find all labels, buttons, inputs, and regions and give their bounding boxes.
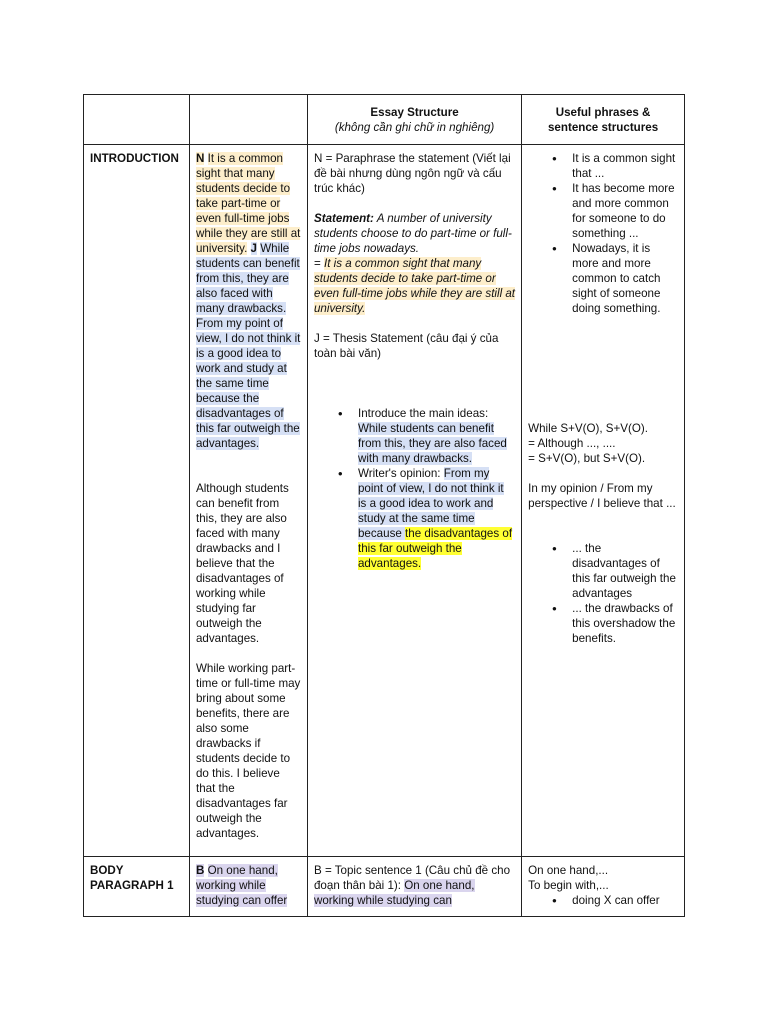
topic-sentence-example: On one hand, working while studying can bbox=[313, 879, 475, 907]
introduction-row bbox=[84, 145, 685, 857]
intro-j-definition: J = Thesis Statement (câu đại ý của toàn bài văn) bbox=[313, 332, 499, 360]
list-item bbox=[358, 466, 515, 571]
list-item: • ... the disadvantages of this far outweigh the advantages bbox=[572, 541, 678, 601]
intro-paraphrase bbox=[314, 256, 515, 316]
body-paragraph-1-label: BODY PARAGRAPH 1 bbox=[84, 857, 190, 917]
outweigh-phrases-list bbox=[528, 541, 678, 646]
introduction-phrases-cell bbox=[522, 145, 685, 857]
header-cell-empty-2 bbox=[189, 95, 307, 145]
writers-opinion-text: From my point of view, I do not think it is a good idea to work and study at the same time because bbox=[357, 467, 504, 540]
main-ideas-text: While students can benefit from this, they are also faced with many drawbacks. bbox=[357, 422, 507, 465]
essay-structure-title: Essay Structure bbox=[370, 105, 459, 119]
list-item: • ... the drawbacks of this overshadow the benefits. bbox=[572, 601, 678, 646]
body-1-structure-cell bbox=[307, 857, 521, 917]
header-cell-empty-1 bbox=[84, 95, 190, 145]
body-1-phrases-cell bbox=[522, 857, 685, 917]
body-1-phrase-line-1: On one hand,... bbox=[528, 864, 609, 877]
introduction-label: INTRODUCTION bbox=[84, 145, 190, 857]
marker-n: N bbox=[195, 152, 205, 165]
list-item: • It is a common sight that ... bbox=[572, 151, 678, 181]
useful-phrases-title-line1: Useful phrases & bbox=[555, 105, 651, 119]
paraphrase-equals: = bbox=[313, 257, 324, 270]
paraphrase-text: It is a common sight that many students decide to take part-time or even full-time jobs while they are still at university. bbox=[313, 257, 516, 315]
list-item: • Nowadays, it is more and more common to catch sight of someone doing something. bbox=[572, 241, 678, 316]
introduction-example-cell bbox=[189, 145, 307, 857]
table-header-row bbox=[84, 95, 685, 145]
introduction-structure-cell bbox=[307, 145, 521, 857]
while-structure-line-1: While S+V(O), S+V(O). bbox=[528, 422, 648, 435]
intro-j-sentence: While students can benefit from this, they are also faced with many drawbacks. From my point of view, I do not think it is a good idea to work and study at the same time because the disadvantages of this far outweigh the advantages. bbox=[195, 242, 301, 450]
marker-j: J bbox=[250, 242, 257, 255]
writers-opinion-label: Writer's opinion: bbox=[357, 467, 444, 480]
body-1-example-cell bbox=[189, 857, 307, 917]
intro-n-definition: N = Paraphrase the statement (Viết lại đề bài nhưng dùng ngôn ngữ và cấu trúc khác) bbox=[313, 152, 511, 195]
essay-structure-subtitle: (không cần ghi chữ in nghiêng) bbox=[334, 120, 495, 134]
list-item: • doing X can offer bbox=[572, 893, 678, 908]
topic-sentence-definition: B = Topic sentence 1 (Câu chủ đề cho đoạn thân bài 1): bbox=[313, 864, 511, 892]
statement-text: A number of university students choose to do part-time or full-time jobs nowadays. bbox=[313, 212, 512, 255]
body-paragraph-1-row bbox=[84, 857, 685, 917]
while-structure-line-3: = S+V(O), but S+V(O). bbox=[528, 452, 646, 465]
essay-structure-table bbox=[83, 94, 685, 917]
intro-n-sentence: It is a common sight that many students decide to take part-time or even full-time jobs while they are still at university. bbox=[195, 152, 301, 255]
header-cell-useful-phrases bbox=[522, 95, 685, 145]
intro-phrases-list bbox=[528, 151, 678, 316]
list-item bbox=[358, 406, 515, 466]
main-ideas-label: Introduce the main ideas: bbox=[357, 407, 489, 420]
header-cell-essay-structure bbox=[307, 95, 521, 145]
opinion-phrases: In my opinion / From my perspective / I believe that ... bbox=[528, 482, 676, 510]
intro-example-paragraph-3: While working part-time or full-time may bring about some benefits, there are also some drawbacks if students decide to do this. I believe that the disadvantages far outweigh the advantages. bbox=[195, 662, 301, 840]
intro-thesis-list bbox=[314, 406, 515, 571]
useful-phrases-title-line2: sentence structures bbox=[547, 120, 659, 134]
statement-label: Statement: bbox=[313, 212, 374, 225]
intro-example-paragraph-2: Although students can benefit from this, they are also faced with many drawbacks and I believe that the disadvantages of working while studying far outweigh the advantages. bbox=[195, 482, 289, 645]
list-item: • It has become more and more common for someone to do something ... bbox=[572, 181, 678, 241]
body-1-phrase-line-2: To begin with,... bbox=[528, 879, 609, 892]
intro-statement bbox=[314, 211, 515, 256]
writers-opinion-highlight: the disadvantages of this far outweigh the advantages. bbox=[357, 527, 513, 570]
intro-example-paragraph-1 bbox=[196, 151, 301, 451]
while-structure-line-2: = Although ..., .... bbox=[528, 437, 616, 450]
body-1-phrases-list bbox=[528, 893, 678, 908]
body-1-topic-sentence: On one hand, working while studying can offer bbox=[195, 864, 288, 907]
marker-b: B bbox=[195, 864, 205, 877]
